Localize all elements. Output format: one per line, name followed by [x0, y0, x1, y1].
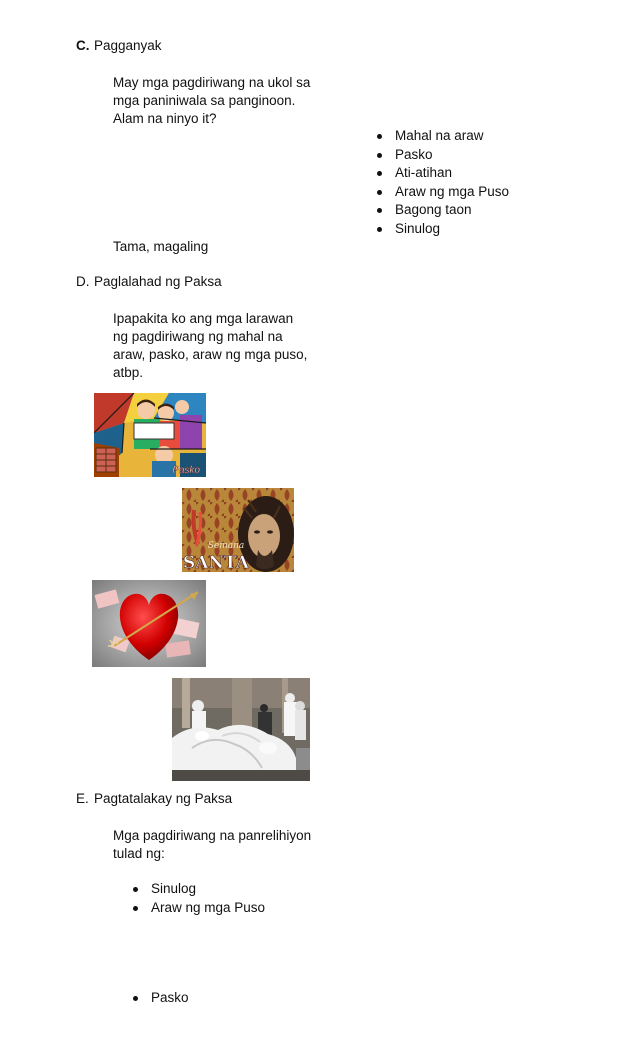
paragraph-line: Mga pagdiriwang na panrelihiyon [113, 828, 312, 843]
paragraph-line: Alam na ninyo it? [113, 111, 217, 126]
section-e-title: Pagtatalakay ng Paksa [94, 791, 233, 806]
paragraph-line: ng pagdiriwang ng mahal na [113, 329, 283, 344]
section-d-heading [76, 274, 222, 289]
list-item: Sinulog [133, 880, 265, 899]
semana-caption-top: Semana [207, 541, 245, 551]
section-d-title: Paglalahad ng Paksa [94, 274, 222, 289]
section-e-paragraph [113, 827, 311, 863]
section-e-list-a [133, 880, 265, 917]
list-item: Bagong taon [377, 201, 509, 220]
section-e-heading [76, 791, 232, 806]
list-item: Sinulog [377, 220, 509, 239]
pasko-image [94, 393, 206, 477]
list-item: Araw ng mga Puso [133, 899, 265, 918]
section-e-letter: E. [76, 791, 89, 806]
paragraph-line: Ipapakita ko ang mga larawan [113, 311, 294, 326]
section-c-letter: C. [76, 38, 90, 53]
section-d-letter: D. [76, 274, 90, 289]
paragraph-line: araw, pasko, araw ng mga puso, [113, 347, 308, 362]
section-c-heading [76, 38, 162, 53]
section-e-list-b [133, 989, 189, 1008]
list-item: Pasko [377, 146, 509, 165]
pasko-caption: Pasko [172, 465, 200, 476]
paragraph-line: tulad ng: [113, 846, 165, 861]
list-item: Pasko [133, 989, 189, 1008]
section-c-answer-list [377, 127, 509, 239]
paragraph-line: mga paniniwala sa panginoon. [113, 93, 296, 108]
list-item: Ati-atihan [377, 164, 509, 183]
prayer-image [172, 678, 310, 781]
section-d-paragraph [113, 310, 307, 382]
list-item: Mahal na araw [377, 127, 509, 146]
section-c-title: Pagganyak [94, 38, 162, 53]
paragraph-line: May mga pagdiriwang na ukol sa [113, 75, 311, 90]
semana-caption-bottom: SANTA [183, 553, 249, 572]
section-c-response: Tama, magaling [113, 239, 209, 254]
heart-image [92, 580, 206, 667]
paragraph-line: atbp. [113, 365, 144, 380]
semana-santa-image [182, 488, 294, 572]
section-c-paragraph [113, 74, 310, 128]
list-item: Araw ng mga Puso [377, 183, 509, 202]
